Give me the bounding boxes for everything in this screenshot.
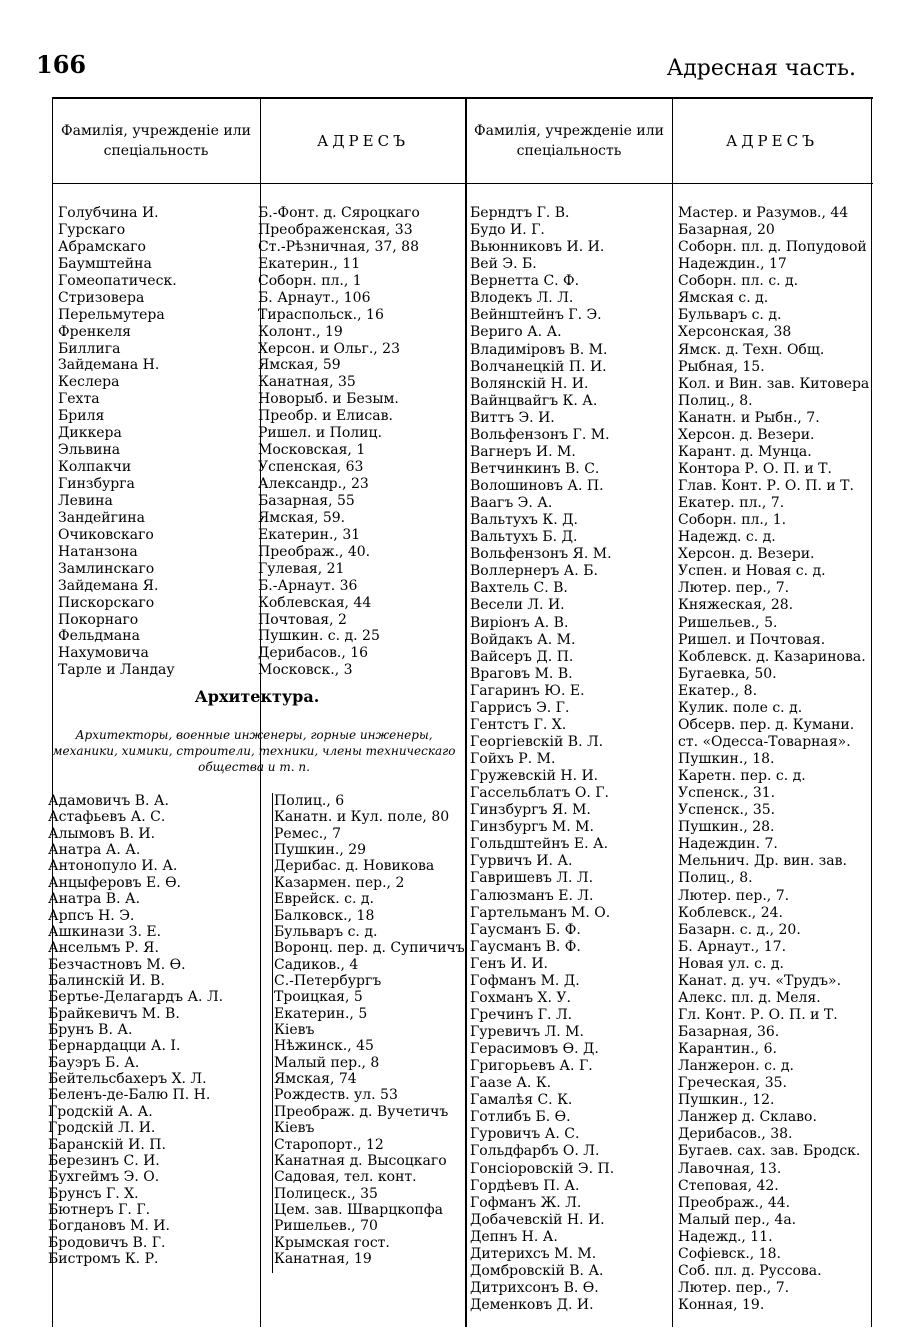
entry-address: Пушкин., 18. [678,751,775,767]
header-name-right: Фамилія, учрежденіе или спеціальность [474,123,664,159]
entry-name: Волошиновъ А. П. [470,478,604,494]
entry-address: Лавочная, 13. [678,1160,782,1177]
entry-address: Обсерв. пер. д. Кумани. [678,716,855,733]
entry-address: Херсон. д. Везери. [678,426,815,443]
entry-name: Гордѣевъ П. А. [470,1177,580,1194]
entry-address: Екатерин., 5 [274,1005,368,1022]
entry-name: Ваагъ Э. А. [470,495,553,512]
entry-name: Брайкевичъ М. В. [48,1005,180,1022]
entry-name: Добачевскій Н. И. [470,1211,605,1228]
entry-name: Галюзманъ Е. Л. [470,887,594,904]
entry-name: Георгіевскій В. Л. [470,733,604,750]
entry-name: Алымовъ В. И. [48,825,156,842]
entry-address: Греческая, 35. [678,1075,787,1092]
entry-address: Садовая, тел. конт. [274,1169,417,1186]
entry-address: Преображ., 44. [678,1194,791,1211]
entry-name: Деменковъ Д. И. [470,1297,594,1313]
header-name-left: Фамилія, учрежденіе или спеціальность [61,123,251,159]
entry-name: Гомеопатическ. [58,272,177,289]
entry-name: Волянскій Н. И. [470,375,589,392]
entry-address: Пушкин. с. д. 25 [258,628,380,645]
entry-name: Богдановъ М. И. [48,1218,170,1235]
entry-name: Гойхъ Р. М. [470,751,556,767]
entry-name: Гурскаго [58,221,126,238]
entry-name: Бродовичъ В. Г. [48,1234,166,1251]
entry-name: Диккера [58,425,122,442]
left-bottom-divider [272,793,273,1273]
entry-name: Герасимовъ Ѳ. Д. [470,1041,599,1058]
directory-table [48,97,873,1327]
entry-address: Дерибасов., 16 [258,645,369,662]
entry-address: Екатерин., 11 [258,255,361,272]
entry-name: Григорьевъ А. Г. [470,1058,593,1075]
entry-address: Успенск., 31. [678,785,776,802]
entry-address: ст. «Одесса-Товарная». [678,733,851,750]
entry-address: Новорыб. и Безым. [258,391,399,408]
entry-address: Бульваръ с. д. [274,923,378,940]
entry-name: Ашкинази З. Е. [48,923,162,940]
entry-name: Анатра В. А. [48,891,141,908]
entry-name: Гофманъ Ж. Л. [470,1194,582,1211]
entry-address: Екатер., 8. [678,682,758,699]
entry-name: Ансельмъ Р. Я. [48,940,159,957]
entry-address: Кіевъ [274,1022,315,1039]
entry-address: С.-Петербургъ [274,972,382,989]
entry-name: Замлинскаго [58,560,155,577]
entry-name: Анцыферовъ Е. Ѳ. [48,874,181,891]
left-bottom-addresses [274,793,466,1267]
entry-address: Балковск., 18 [274,907,375,924]
entry-name: Баранскій И. П. [48,1136,166,1153]
entry-address: Пушкин., 29 [274,842,367,859]
entry-address: Пушкин., 12. [678,1092,775,1109]
entry-address: Ст.-Рѣзничная, 37, 88 [258,238,419,255]
entry-address: Херсон. и Ольг., 23 [258,340,400,357]
entry-name: Гурвичъ И. А. [470,853,573,870]
entry-name: Гагаринъ Ю. Е. [470,682,585,699]
entry-address: Мастер. и Разумов., 44 [678,205,849,221]
entry-address: Конная, 19. [678,1297,765,1313]
entry-name: Депнъ Н. А. [470,1228,558,1245]
entry-address: Садиков., 4 [274,956,359,973]
entry-address: Казармен. пер., 2 [274,874,405,891]
entry-address: Базарн. с. д., 20. [678,921,801,938]
entry-name: Нахумовича [58,645,149,662]
entry-address: Рождеств. ул. 53 [274,1087,398,1104]
entry-address: Мельнич. Др. вин. зав. [678,853,847,870]
entry-name: Зандейгина [58,509,145,526]
entry-address: Ришел. и Полиц. [258,425,382,442]
entry-name: Бертье-Делагардъ А. Л. [48,989,224,1006]
entry-name: Владиміровъ В. М. [470,341,608,358]
entry-name: Дитрихсонъ В. Ѳ. [470,1279,599,1296]
entry-address: Малый пер., 4а. [678,1211,797,1228]
entry-address: Преображ., 40. [258,543,371,560]
entry-name: Гружевскій Н. И. [470,768,599,785]
entry-name: Березинъ С. И. [48,1152,160,1169]
entry-name: Гольдштейнъ Е. А. [470,836,609,853]
entry-name: Влодекъ Л. Л. [470,290,574,307]
entry-name: Биллига [58,340,121,357]
entry-name: Гродскій Л. И. [48,1120,156,1137]
entry-name: Враговъ М. В. [470,665,573,682]
entry-name: Гамалѣя С. К. [470,1092,573,1109]
entry-address: Дерибас. д. Новикова [274,858,435,875]
entry-address: Пушкин., 28. [678,819,775,836]
entry-name: Берндтъ Г. В. [470,205,570,221]
entry-address: Нѣжинск., 45 [274,1038,374,1055]
entry-address: Преображ. д. Вучетичъ [274,1103,449,1120]
entry-address: Ришельев., 70 [274,1218,378,1235]
entry-address: Колонт., 19 [258,323,343,340]
entry-name: Домбровскій В. А. [470,1262,604,1279]
entry-name: Гинзбургъ Я. М. [470,802,591,819]
entry-name: Ветчинкинъ В. С. [470,460,600,477]
entry-address: Полиц., 8. [678,392,753,409]
entry-address: Дерибасов., 38. [678,1126,793,1143]
entry-name: Кеслера [58,374,120,391]
entry-name: Вальтухъ Б. Д. [470,529,578,546]
entry-name: Гуровичъ А. С. [470,1126,580,1143]
entry-name: Гинзбурга [58,476,135,492]
entry-address: Софіевск., 18. [678,1245,781,1262]
entry-address: Почтовая, 2 [258,611,347,628]
entry-name: Астафьевъ А. С. [48,809,166,826]
entry-address: Канатная, 35 [258,374,356,391]
entry-address: Гл. Конт. Р. О. П. и Т. [678,1006,838,1023]
entry-name: Адамовичъ В. А. [48,793,169,809]
entry-address: Надеждин. 7. [678,836,778,853]
header-address-left: АДРЕСЪ [317,132,409,150]
entry-name: Гаазе А. К. [470,1075,552,1092]
left-bottom-names [48,793,272,1267]
entry-name: Баумштейна [58,255,152,272]
entry-name: Левина [58,492,113,509]
right-addresses [678,205,872,1314]
entry-name: Гречинъ Г. Л. [470,1006,573,1023]
entry-address: Б. Арнаут., 17. [678,938,787,955]
entry-name: Перельмутера [58,306,165,323]
entry-name: Гаусманъ В. Ф. [470,938,581,955]
entry-address: Канатн. и Рыбн., 7. [678,409,820,426]
entry-address: Надежд. с. д. [678,529,776,546]
entry-address: Бугаевка, 50. [678,665,777,682]
entry-address: Надежд., 11. [678,1228,773,1245]
entry-name: Гассельблатъ О. Г. [470,785,609,802]
entry-name: Тарле и Ландау [58,662,175,679]
entry-address: Соб. пл. д. Руссова. [678,1262,822,1279]
entry-address: Ришельев., 5. [678,614,778,631]
entry-name: Вагнеръ И. М. [470,443,576,460]
entry-name: Генъ И. И. [470,955,549,972]
entry-address: Ямская, 74 [274,1071,357,1088]
entry-address: Ямская, 59 [258,357,341,374]
entry-address: Полиц., 8. [678,870,753,887]
entry-address: Гулевая, 21 [258,560,345,577]
left-top-names [58,205,258,679]
entry-name: Вейнштейнъ Г. Э. [470,307,602,324]
entry-name: Голубчина И. [58,205,159,221]
entry-name: Гинзбургъ М. М. [470,819,594,836]
entry-name: Воллернеръ А. Б. [470,563,598,580]
entry-address: Соборн. пл. с. д. [678,273,799,290]
entry-address: Ямская с. д. [678,290,769,307]
entry-address: Новая ул. с. д. [678,955,784,972]
entry-name: Эльвина [58,442,121,459]
entry-name: Гавришевъ Л. Л. [470,870,594,887]
header-rule [52,183,873,184]
entry-name: Бернардацци А. І. [48,1038,181,1055]
entry-address: Базарная, 36. [678,1024,780,1040]
entry-address: Екатер. пл., 7. [678,495,785,512]
entry-address: Княжеская, 28. [678,597,794,614]
entry-address: Полицеск., 35 [274,1185,378,1202]
entry-name: Гуревичъ Л. М. [470,1024,584,1040]
entry-address: Лютер. пер., 7. [678,1279,790,1296]
entry-address: Коблевск., 24. [678,904,783,921]
entry-address: Бульваръ с. д. [678,307,782,324]
entry-name: Весели Л. И. [470,597,565,614]
entry-address: Б.-Арнаут. 36 [258,577,358,594]
entry-name: Гольдфарбъ О. Л. [470,1143,600,1160]
entry-address: Контора Р. О. П. и Т. [678,460,832,477]
entry-address: Полиц., 6 [274,793,345,809]
entry-name: Бейтельсбахеръ Х. Л. [48,1071,207,1088]
entry-address: Канатная д. Высоцкаго [274,1152,447,1169]
entry-address: Московск., 3 [258,662,353,679]
entry-address: Кулик. поле с. д. [678,699,803,716]
page-number: 166 [36,50,87,79]
entry-address: Соборн. пл. д. Попудовой [678,239,867,256]
entry-address: Коблевск. д. Казаринова. [678,648,866,665]
entry-address: Надеждин., 17 [678,256,787,273]
entry-address: Соборн. пл., 1 [258,272,362,289]
entry-address: Тираспольск., 16 [258,306,384,323]
entry-address: Базарная, 55 [258,492,355,509]
entry-name: Пискорскаго [58,594,155,611]
entry-address: Преображенская, 33 [258,221,413,238]
entry-name: Колпакчи [58,459,132,476]
entry-address: Соборн. пл., 1. [678,512,787,529]
entry-address: Троицкая, 5 [274,989,363,1006]
entry-name: Балинскій И. В. [48,972,165,989]
entry-address: Рыбная, 15. [678,358,765,375]
entry-address: Ланжер д. Склаво. [678,1109,817,1126]
entry-address: Коблевская, 44 [258,594,372,611]
entry-address: Херсон. д. Везери. [678,546,815,563]
entry-name: Гохманъ Х. У. [470,989,571,1006]
entry-address: Б. Арнаут., 106 [258,289,371,306]
entry-address: Глав. Конт. Р. О. П. и Т. [678,478,854,494]
entry-address: Московская, 1 [258,442,366,459]
entry-name: Вальтухъ К. Д. [470,512,578,529]
entry-name: Войдакъ А. М. [470,631,576,648]
left-top-addresses [258,205,464,679]
entry-address: Степовая, 42. [678,1177,779,1194]
entry-name: Антонопуло И. А. [48,858,178,875]
entry-address: Алекс. пл. д. Меля. [678,989,821,1006]
entry-name: Очиковскаго [58,526,154,543]
section-note: Архитекторы, военные инженеры, горные инженеры, механики, химики, строители, техники, члены техническаго общества и т. п. [52,728,456,774]
entry-name: Вериго А. А. [470,324,562,341]
entry-name: Гонсіоровскій Э. П. [470,1160,615,1177]
entry-name: Беленъ-де-Балю П. Н. [48,1087,211,1104]
entry-name: Стризовера [58,289,145,306]
entry-address: Ришел. и Почтовая. [678,631,826,648]
entry-name: Вайнцвайгъ К. А. [470,392,598,409]
entry-address: Херсонская, 38 [678,324,792,341]
entry-name: Гофманъ М. Д. [470,972,580,989]
entry-name: Зайдемана Я. [58,577,159,594]
right-col-divider [672,99,673,1327]
entry-name: Гаррисъ Э. Г. [470,699,570,716]
entry-address: Еврейск. с. д. [274,891,374,908]
entry-address: Крымская гост. [274,1234,390,1251]
entry-address: Цем. зав. Шварцкопфа [274,1201,444,1218]
entry-name: Френкеля [58,323,131,340]
entry-name: Дитерихсъ М. М. [470,1245,597,1262]
entry-name: Бютнеръ Г. Г. [48,1201,151,1218]
entry-address: Канатная, 19 [274,1251,372,1268]
entry-name: Фельдмана [58,628,140,645]
running-head: Адресная часть. [666,56,856,81]
header-address-right: АДРЕСЪ [726,132,818,150]
entry-name: Натанзона [58,543,138,560]
entry-address: Канат. д. уч. «Трудъ». [678,972,842,989]
entry-address: Лютер. пер., 7. [678,887,790,904]
entry-name: Бауэръ Б. А. [48,1054,140,1071]
entry-address: Ремес., 7 [274,825,341,842]
entry-address: Ямск. д. Техн. Общ. [678,341,825,358]
entry-name: Вольфензонъ Я. М. [470,546,612,563]
entry-address: Екатерин., 31 [258,526,361,543]
entry-address: Преобр. и Елисав. [258,408,393,425]
entry-address: Кол. и Вин. зав. Китовера [678,375,870,392]
entry-name: Абрамскаго [58,238,146,255]
entry-name: Гаусманъ Б. Ф. [470,921,581,938]
entry-address: Александр., 23 [258,476,369,492]
entry-address: Старопорт., 12 [274,1136,384,1153]
entry-address: Кіевъ [274,1120,315,1137]
entry-address: Каретн. пер. с. д. [678,768,806,785]
entry-name: Виріонъ А. В. [470,614,569,631]
entry-name: Виттъ Э. И. [470,409,555,426]
entry-address: Воронц. пер. д. Супичичъ [274,940,465,957]
entry-name: Гродскій А. А. [48,1103,153,1120]
entry-address: Карант. д. Мунца. [678,443,812,460]
entry-name: Гехта [58,391,100,408]
entry-address: Карантин., 6. [678,1041,777,1058]
entry-name: Покорнаго [58,611,139,628]
entry-name: Безчастновъ М. Ѳ. [48,956,186,973]
entry-name: Волчанецкій П. И. [470,358,607,375]
entry-address: Базарная, 20 [678,222,775,239]
entry-name: Брунъ В. А. [48,1022,133,1039]
section-title: Архитектура. [194,687,320,706]
entry-name: Зайдемана Н. [58,357,160,374]
entry-name: Вернетта С. Ф. [470,273,580,290]
entry-name: Будо И. Г. [470,222,545,239]
entry-address: Ланжерон. с. д. [678,1058,794,1075]
entry-name: Гартельманъ М. О. [470,904,611,921]
entry-address: Успенская, 63 [258,459,364,476]
entry-address: Канатн. и Кул. поле, 80 [274,809,450,826]
entry-name: Вайсеръ Д. П. [470,648,574,665]
entry-address: Успен. и Новая с. д. [678,563,826,580]
entry-name: Бистромъ К. Р. [48,1251,159,1268]
entry-address: Малый пер., 8 [274,1054,380,1071]
entry-address: Бугаев. сах. зав. Бродск. [678,1143,861,1160]
entry-name: Вахтель С. В. [470,580,568,597]
entry-name: Бухгеймъ Э. О. [48,1169,160,1186]
entry-address: Б.-Фонт. д. Сяроцкаго [258,205,420,221]
entry-address: Успенск., 35. [678,802,776,819]
entry-name: Анатра А. А. [48,842,141,859]
entry-name: Брунсъ Г. Х. [48,1185,139,1202]
entry-address: Лютер. пер., 7. [678,580,790,597]
entry-address: Ямская, 59. [258,509,346,526]
entry-name: Вольфензонъ Г. М. [470,426,610,443]
entry-name: Бриля [58,408,105,425]
entry-name: Готлибъ Б. Ѳ. [470,1109,571,1126]
right-names [470,205,670,1314]
entry-name: Вьюнниковъ И. И. [470,239,605,256]
entry-name: Гентстъ Г. Х. [470,716,567,733]
entry-name: Арпсъ Н. Э. [48,907,135,924]
entry-name: Вей Э. Б. [470,256,537,273]
